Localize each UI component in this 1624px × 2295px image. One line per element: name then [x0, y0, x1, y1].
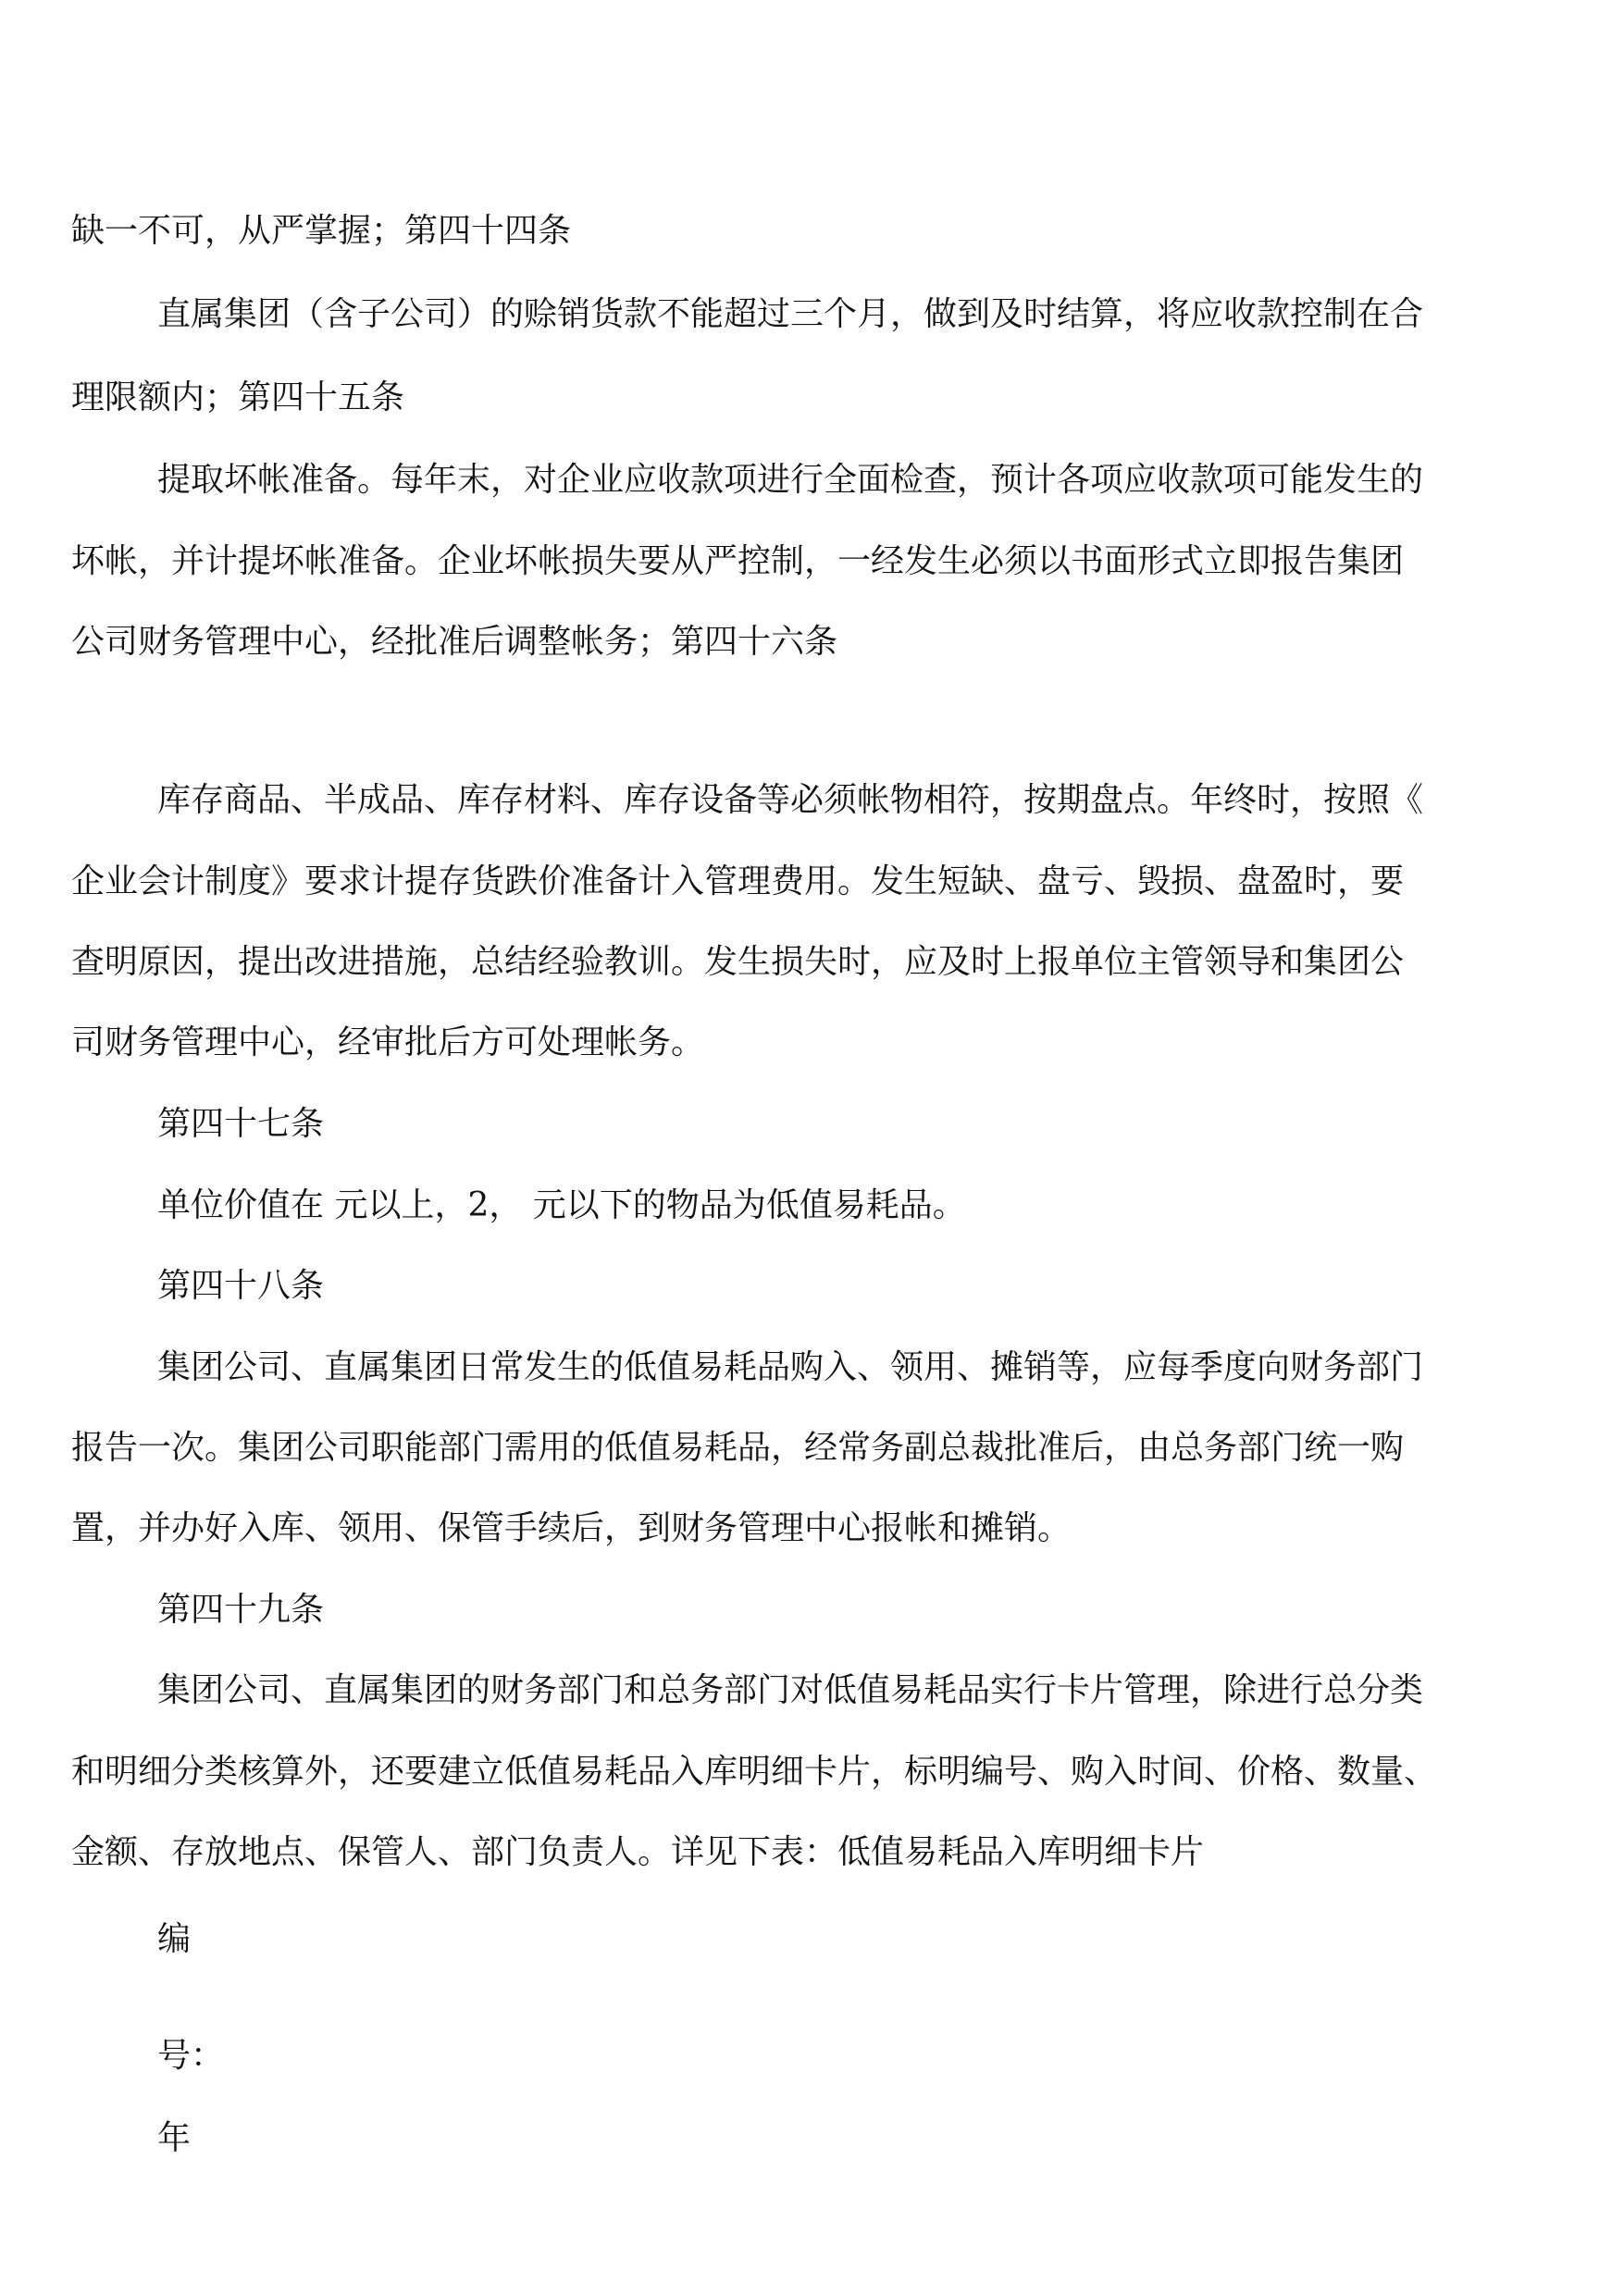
article-47-heading: 第四十七条 [157, 1105, 325, 1143]
text-line-7: 库存商品、半成品、库存材料、库存设备等必须帐物相符，按期盘点。年终时，按照《 [157, 781, 1424, 819]
card-field-label-bian: 编 [157, 1920, 192, 1958]
text-line-3: 理限额内；第四十五条 [71, 378, 405, 416]
article-49-heading: 第四十九条 [157, 1591, 325, 1629]
text-line-2: 直属集团（含子公司）的赊销货款不能超过三个月，做到及时结算，将应收款控制在合 [157, 295, 1424, 333]
card-field-label-nian: 年 [157, 2119, 192, 2157]
text-line-15: 报告一次。集团公司职能部门需用的低值易耗品，经常务副总裁批准后，由总务部门统一购 [71, 1429, 1405, 1467]
text-line-4: 提取坏帐准备。每年末，对企业应收款项进行全面检查，预计各项应收款项可能发生的 [157, 461, 1424, 499]
text-line-14: 集团公司、直属集团日常发生的低值易耗品购入、领用、摊销等，应每季度向财务部门 [157, 1348, 1424, 1386]
card-field-label-hao: 号： [157, 2037, 225, 2075]
text-line-8: 企业会计制度》要求计提存货跌价准备计入管理费用。发生短缺、盘亏、毁损、盘盈时，要 [71, 862, 1405, 900]
text-line-5: 坏帐，并计提坏帐准备。企业坏帐损失要从严控制，一经发生必须以书面形式立即报告集团 [71, 542, 1405, 580]
text-line-16: 置，并办好入库、领用、保管手续后，到财务管理中心报帐和摊销。 [71, 1509, 1072, 1547]
text-line-20: 金额、存放地点、保管人、部门负责人。详见下表：低值易耗品入库明细卡片 [71, 1833, 1205, 1871]
text-line-19: 和明细分类核算外，还要建立低值易耗品入库明细卡片，标明编号、购入时间、价格、数量、 [71, 1753, 1438, 1791]
text-line-9: 查明原因，提出改进措施，总结经验教训。发生损失时，应及时上报单位主管领导和集团公 [71, 943, 1405, 981]
text-line-6: 公司财务管理中心，经批准后调整帐务；第四十六条 [71, 623, 838, 661]
text-line-12: 单位价值在 元以上，2， 元以下的物品为低值易耗品。 [157, 1186, 966, 1224]
text-line-18: 集团公司、直属集团的财务部门和总务部门对低值易耗品实行卡片管理，除进行总分类 [157, 1671, 1424, 1709]
text-line-10: 司财务管理中心，经审批后方可处理帐务。 [71, 1023, 705, 1061]
article-48-heading: 第四十八条 [157, 1267, 325, 1305]
text-line-1: 缺一不可，从严掌握；第四十四条 [71, 212, 572, 250]
